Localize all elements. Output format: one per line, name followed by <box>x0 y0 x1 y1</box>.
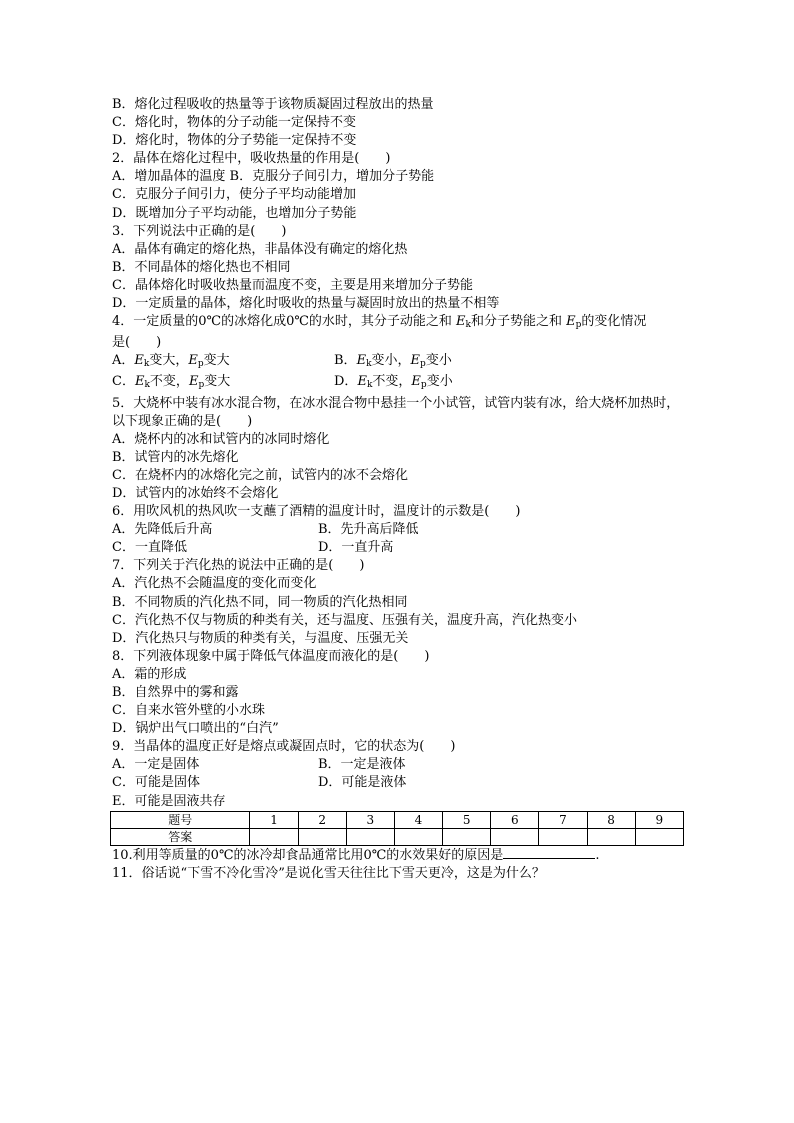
q3-option-c: C．晶体熔化时吸收热量而温度不变，主要是用来增加分子势能 <box>112 277 473 293</box>
q9-option-d: D．可能是液体 <box>318 775 407 791</box>
q1-option-d: D．熔化时，物体的分子势能一定保持不变 <box>112 133 357 149</box>
question-number: 7 <box>539 811 587 828</box>
q8-option-a: A．霜的形成 <box>112 666 187 682</box>
q9-options-ab <box>112 756 692 774</box>
q1-option-b: B．熔化过程吸收的热量等于该物质凝固过程放出的热量 <box>112 97 434 112</box>
answer-table-answer-row <box>111 828 684 845</box>
q7-option-b: B．不同物质的汽化热不同，同一物质的汽化热相同 <box>112 594 408 610</box>
q8-option-c: C．自来水管外壁的小水珠 <box>112 703 265 719</box>
answer-cell[interactable] <box>539 828 587 845</box>
q9-option-c: C．可能是固体 <box>112 775 200 791</box>
answer-cell[interactable] <box>394 828 442 845</box>
q10-stem: 10.利用等质量的0℃的冰冷却食品通常比用0℃的水效果好的原因是 . <box>112 847 600 863</box>
answer-cell[interactable] <box>443 828 491 845</box>
answer-table <box>110 811 684 846</box>
q6-stem: 6．用吹风机的热风吹一支蘸了酒精的温度计时，温度计的示数是( ) <box>112 504 521 520</box>
question-number: 1 <box>250 811 298 828</box>
answer-cell[interactable] <box>346 828 394 845</box>
question-number: 4 <box>394 811 442 828</box>
question-number: 8 <box>587 811 635 828</box>
question-number: 6 <box>491 811 539 828</box>
q10-answer-blank[interactable] <box>503 846 595 859</box>
q6-option-b: B．先升高后降低 <box>318 522 419 538</box>
q3-option-d: D．一定质量的晶体，熔化时吸收的热量与凝固时放出的热量不相等 <box>112 296 500 312</box>
q11-stem: 11．俗话说“下雪不冷化雪冷”是说化雪天往往比下雪天更冷，这是为什么？ <box>112 865 545 881</box>
q7-option-a: A．汽化热不会随温度的变化而变化 <box>112 576 317 592</box>
question-number-label: 题号 <box>111 811 250 828</box>
q2-option-d: D．既增加分子平均动能，也增加分子势能 <box>112 205 357 221</box>
q4-option-b: B．$E_k$变小，$E_p$变小 <box>334 353 452 370</box>
q4-stem-cont: 是( ) <box>112 335 162 351</box>
q5-option-a: A．烧杯内的冰和试管内的冰同时熔化 <box>112 431 330 447</box>
answer-cell[interactable] <box>491 828 539 845</box>
q3-option-b: B．不同晶体的熔化热也不相同 <box>112 259 291 275</box>
question-number: 5 <box>443 811 491 828</box>
q2-options-ab: A．增加晶体的温度 B．克服分子间引力，增加分子势能 <box>112 169 435 185</box>
answer-cell[interactable] <box>635 828 683 845</box>
q9-option-b: B．一定是液体 <box>318 757 406 773</box>
q8-option-b: B．自然界中的雾和露 <box>112 685 239 700</box>
q9-option-a: A．一定是固体 <box>112 757 200 773</box>
worksheet <box>112 96 692 883</box>
q2-stem: 2．晶体在熔化过程中，吸收热量的作用是( ) <box>112 151 391 167</box>
q5-option-b: B．试管内的冰先熔化 <box>112 449 239 465</box>
q4-options-cd <box>112 373 692 394</box>
answer-cell[interactable] <box>250 828 298 845</box>
q9-option-e: E．可能是固液共存 <box>112 793 226 809</box>
q7-option-d: D．汽化热只与物质的种类有关，与温度、压强无关 <box>112 630 409 646</box>
q7-option-c: C．汽化热不仅与物质的种类有关，还与温度、压强有关，温度升高，汽化热变小 <box>112 612 577 628</box>
answer-label: 答案 <box>111 828 250 845</box>
q8-stem: 8．下列液体现象中属于降低气体温度而液化的是( ) <box>112 648 430 664</box>
q6-options-cd <box>112 539 692 557</box>
q5-stem: 5．大烧杯中装有冰水混合物，在冰水混合物中悬挂一个小试管，试管内装有冰，给大烧杯加热时，以下现象正确的是( ) <box>112 395 680 429</box>
q4-options-ab <box>112 352 692 373</box>
q7-stem: 7．下列关于汽化热的说法中正确的是( ) <box>112 558 365 574</box>
answer-cell[interactable] <box>298 828 346 845</box>
answer-cell[interactable] <box>587 828 635 845</box>
q5-option-c: C．在烧杯内的冰熔化完之前，试管内的冰不会熔化 <box>112 467 408 483</box>
q3-stem: 3．下列说法中正确的是( ) <box>112 223 287 239</box>
q2-option-c: C．克服分子间引力，使分子平均动能增加 <box>112 187 356 203</box>
q6-option-d: D．一直升高 <box>318 540 394 556</box>
q6-option-c: C．一直降低 <box>112 540 187 556</box>
question-number: 2 <box>298 811 346 828</box>
q5-option-d: D．试管内的冰始终不会熔化 <box>112 485 279 501</box>
q4-option-a: A．$E_k$变大，$E_p$变大 <box>112 353 230 370</box>
q6-option-a: A．先降低后升高 <box>112 522 213 538</box>
q9-options-cd <box>112 774 692 792</box>
q8-option-d: D．锅炉出气口喷出的“白汽” <box>112 721 279 737</box>
question-number: 3 <box>346 811 394 828</box>
q1-option-c: C．熔化时，物体的分子动能一定保持不变 <box>112 115 356 131</box>
q6-options-ab <box>112 521 692 539</box>
question-number: 9 <box>635 811 683 828</box>
answer-table-header-row <box>111 811 684 828</box>
q4-stem: 4．一定质量的0℃的冰熔化成0℃的水时，其分子动能之和 $E_k$和分子势能之和 $E_p$的变化情况 <box>112 314 647 331</box>
q4-option-d: D．$E_k$不变，$E_p$变小 <box>334 374 453 391</box>
q9-stem: 9．当晶体的温度正好是熔点或凝固点时，它的状态为( ) <box>112 739 456 755</box>
q4-option-c: C．$E_k$不变，$E_p$变大 <box>112 374 231 391</box>
q3-option-a: A．晶体有确定的熔化热，非晶体没有确定的熔化热 <box>112 241 408 257</box>
